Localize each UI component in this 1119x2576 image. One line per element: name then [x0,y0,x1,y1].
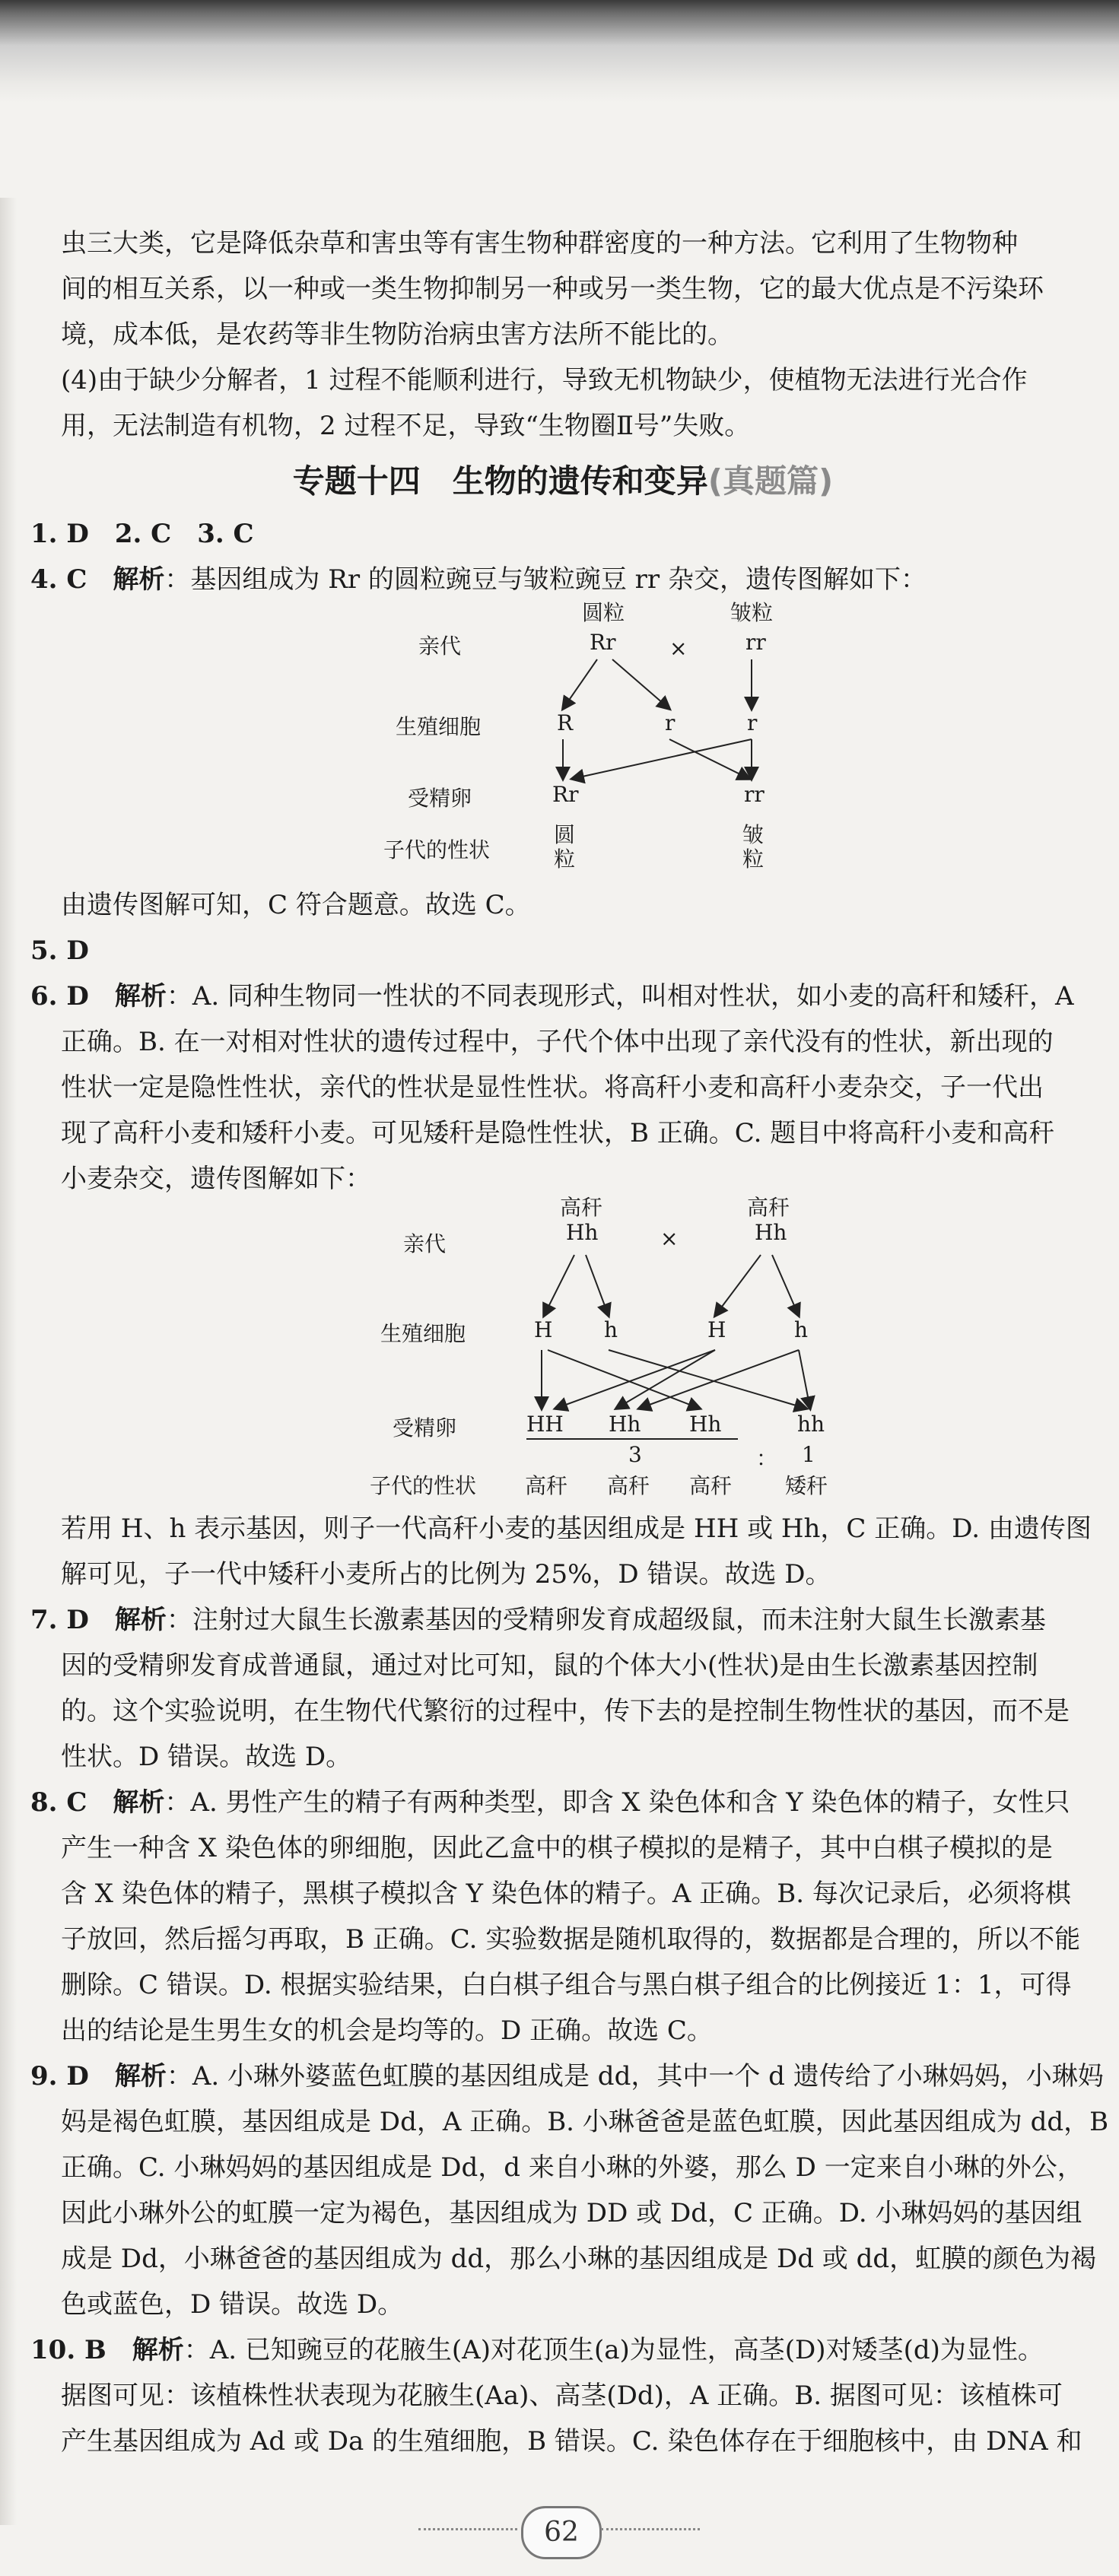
q10-line: 产生基因组成为 Ad 或 Da 的生殖细胞，B 错误。C. 染色体存在于细胞核中，由 DNA 和 [61,2426,1082,2457]
intro-line: (4)由于缺少分解者，1 过程不能顺利进行，导致无机物缺少，使植物无法进行光合作 [61,365,1028,395]
d1-row-label: 生殖细胞 [396,714,482,739]
d2-row-label: 生殖细胞 [380,1321,466,1346]
scan-top-shadow [0,0,1119,103]
d2-arrow [586,1255,609,1316]
d2-gamete: H [707,1317,726,1342]
q7-line: 因的受精卵发育成普通鼠，通过对比可知，鼠的个体大小(性状)是由生长激素基因控制 [61,1650,1038,1681]
d2-arrow [555,1350,715,1409]
q8-line: 含 X 染色体的精子，黑棋子模拟含 Y 染色体的精子。A 正确。B. 每次记录后，必须将棋 [61,1879,1071,1909]
intro-line: 间的相互关系，以一种或一类生物抑制另一种或另一类生物，它的最大优点是不污染环 [61,274,1044,304]
q8-number: 8. C [30,1787,87,1818]
q7-label: 解析 [114,1605,167,1635]
d1-row-label: 受精卵 [408,786,472,811]
q6-line [30,974,1095,1019]
d2-arrow [772,1255,799,1316]
d2-cross: × [660,1226,679,1251]
d2-ratio-right: 1 [802,1442,815,1467]
d1-parent-left: Rr [590,630,616,655]
q10-text: ：A. 已知豌豆的花腋生(A)对花顶生(a)为显性，高茎(D)对矮茎(d)为显性。 [183,2335,1044,2365]
q8-line: 子放回，然后摇匀再取，B 正确。C. 实验数据是随机取得的，数据都是合理的，所以不能 [61,1924,1081,1955]
d2-arrow [715,1255,761,1316]
q9-number: 9. D [30,2061,89,2092]
q8-text: ：A. 男性产生的精子有两种类型，即含 X 染色体和含 Y 染色体的精子，女性只 [164,1787,1070,1818]
intro-line: 境，成本低，是农药等非生物防治病虫害方法所不能比的。 [61,319,733,350]
d1-offspring: rr [744,782,765,807]
d1-gamete: r [665,710,676,735]
q10-line [30,2327,1095,2373]
d2-parent-left-name: 高秆 [560,1195,603,1220]
d1-cross: × [669,636,688,661]
d1-row-label: 子代的性状 [383,837,491,862]
d1-parent-right: rr [745,630,766,655]
q9-label: 解析 [114,2061,167,2092]
genetic-diagram-rr [30,600,1095,872]
diagram2-arrows [30,1202,1095,1506]
q8-line: 出的结论是生男生女的机会是均等的。D 正确。故选 C。 [61,2015,713,2046]
d1-arrow [612,659,669,709]
q8-line: 产生一种含 X 染色体的卵细胞，因此乙盒中的棋子模拟的是精子，其中白棋子模拟的是 [61,1833,1053,1863]
d2-parent-right: Hh [755,1220,787,1245]
d2-row-label: 受精卵 [393,1415,457,1440]
d1-arrow [563,659,597,709]
d1-parent-left-name: 圆粒 [582,600,625,625]
q7-number: 7. D [30,1605,89,1635]
d2-parent-right-name: 高秆 [747,1195,790,1220]
d1-gamete: R [557,710,574,735]
d2-trait: 矮秆 [785,1473,828,1498]
q5-line: 5. D [30,935,89,966]
q4-label: 解析 [113,564,165,595]
page-number: 62 [521,2506,602,2559]
q6-label: 解析 [114,981,167,1012]
d2-trait: 高秆 [525,1473,568,1498]
q10-number: 10. B [30,2335,106,2365]
genetic-diagram-hh [30,1195,1095,1506]
d1-arrow [572,739,752,779]
d2-parent-left: Hh [566,1220,599,1245]
d2-arrow [616,1350,715,1409]
q6-line: 现了高秆小麦和矮秆小麦。可见矮秆是隐性性状，B 正确。C. 题目中将高秆小麦和高秆 [61,1118,1055,1148]
d1-trait: 圆 粒 [554,822,576,872]
d1-arrow [669,739,749,779]
d1-offspring: Rr [552,782,579,807]
d2-offspring: Hh [689,1412,722,1437]
q4-line [30,557,1095,602]
intro-line: 用，无法制造有机物，2 过程不足，导致“生物圈Ⅱ号”失败。 [61,411,751,441]
q9-line: 妈是褐色虹膜，基因组成是 Dd，A 正确。B. 小琳爸爸是蓝色虹膜，因此基因组成为 dd，B [61,2107,1109,2137]
d2-offspring: Hh [609,1412,641,1437]
intro-line: 虫三大类，它是降低杂草和害虫等有害生物种群密度的一种方法。它利用了生物物种 [61,228,1018,259]
d1-parent-right-name: 皱粒 [730,600,774,625]
q9-line: 正确。C. 小琳妈妈的基因组成是 Dd，d 来自小琳的外婆，那么 D 一定来自小琳的外公， [61,2152,1083,2183]
q7-line [30,1597,1095,1643]
section-title-main: 专题十四 生物的遗传和变异 [292,462,708,500]
q6-line: 性状一定是隐性性状，亲代的性状是显性性状。将高秆小麦和高秆小麦杂交，子一代出 [61,1072,1044,1103]
q8-line: 删除。C 错误。D. 根据实验结果，白白棋子组合与黑白棋子组合的比例接近 1：1，可得 [61,1970,1072,2000]
q6-after-line: 解可见，子一代中矮秆小麦所占的比例为 25%，D 错误。故选 D。 [61,1559,831,1590]
q9-line: 色或蓝色，D 错误。故选 D。 [61,2289,404,2320]
q7-line: 性状。D 错误。故选 D。 [61,1742,352,1772]
q6-text: ：A. 同种生物同一性状的不同表现形式，叫相对性状，如小麦的高秆和矮秆，A [166,981,1074,1012]
q7-text: ：注射过大鼠生长激素基因的受精卵发育成超级鼠，而未注射大鼠生长激素基 [166,1605,1046,1635]
d2-gamete: H [534,1317,553,1342]
q4-conclusion: 由遗传图解可知，C 符合题意。故选 C。 [61,890,531,920]
q4-number: 4. C [30,564,87,595]
q6-line: 正确。B. 在一对相对性状的遗传过程中，子代个体中出现了亲代没有的性状，新出现的 [61,1027,1054,1057]
d1-row-label: 亲代 [418,634,462,659]
q8-line [30,1780,1095,1825]
q8-label: 解析 [113,1787,165,1818]
d2-ratio-left: 3 [628,1442,642,1467]
answers-1-3: 1. D 2. C 3. C [30,519,254,549]
d2-gamete: h [604,1317,618,1342]
d2-gamete: h [794,1317,809,1342]
q6-number: 6. D [30,981,89,1012]
footer-ornament-left [418,2528,517,2536]
d1-trait: 皱 粒 [742,822,765,872]
scan-left-edge [0,198,17,2525]
q6-after-line: 若用 H、h 表示基因，则子一代高秆小麦的基因组成是 HH 或 Hh，C 正确。D. 由遗传图 [61,1514,1092,1544]
q9-line [30,2053,1104,2099]
q10-line: 据图可见：该植株性状表现为花腋生(Aa)、高茎(Dd)，A 正确。B. 据图可见：该植株可 [61,2381,1063,2411]
page-footer [0,2506,1119,2559]
d2-arrow [544,1255,574,1316]
section-title-sub: (真题篇) [707,462,834,500]
d2-offspring: HH [526,1412,564,1437]
d1-gamete: r [747,710,758,735]
d2-trait: 高秆 [607,1473,650,1498]
q6-line: 小麦杂交，遗传图解如下： [61,1164,371,1194]
d2-arrow [548,1350,700,1409]
d2-row-label: 子代的性状 [370,1473,477,1498]
q9-text: ：A. 小琳外婆蓝色虹膜的基因组成是 dd，其中一个 d 遗传给了小琳妈妈，小琳妈 [166,2061,1104,2092]
q9-line: 成是 Dd，小琳爸爸的基因组成为 dd，那么小琳的基因组成是 Dd 或 dd，虹膜的颜色为褐 [61,2244,1097,2274]
d2-trait: 高秆 [689,1473,733,1498]
d2-arrow [799,1350,810,1409]
d2-row-label: 亲代 [403,1231,447,1256]
q7-line: 的。这个实验说明，在生物代代繁衍的过程中，传下去的是控制生物性状的基因，而不是 [61,1696,1070,1726]
d2-ratio-colon: ： [756,1446,778,1471]
page-content [30,221,1109,2464]
q10-label: 解析 [132,2335,184,2365]
q9-line: 因此小琳外公的虹膜一定为褐色，基因组成为 DD 或 Dd，C 正确。D. 小琳妈妈的基因组 [61,2198,1082,2228]
q4-text: ：基因组成为 Rr 的圆粒豌豆与皱粒豌豆 rr 杂交，遗传图解如下： [164,564,927,595]
footer-ornament-right [601,2528,700,2536]
d2-offspring: hh [797,1412,825,1437]
section-title [30,455,1095,508]
